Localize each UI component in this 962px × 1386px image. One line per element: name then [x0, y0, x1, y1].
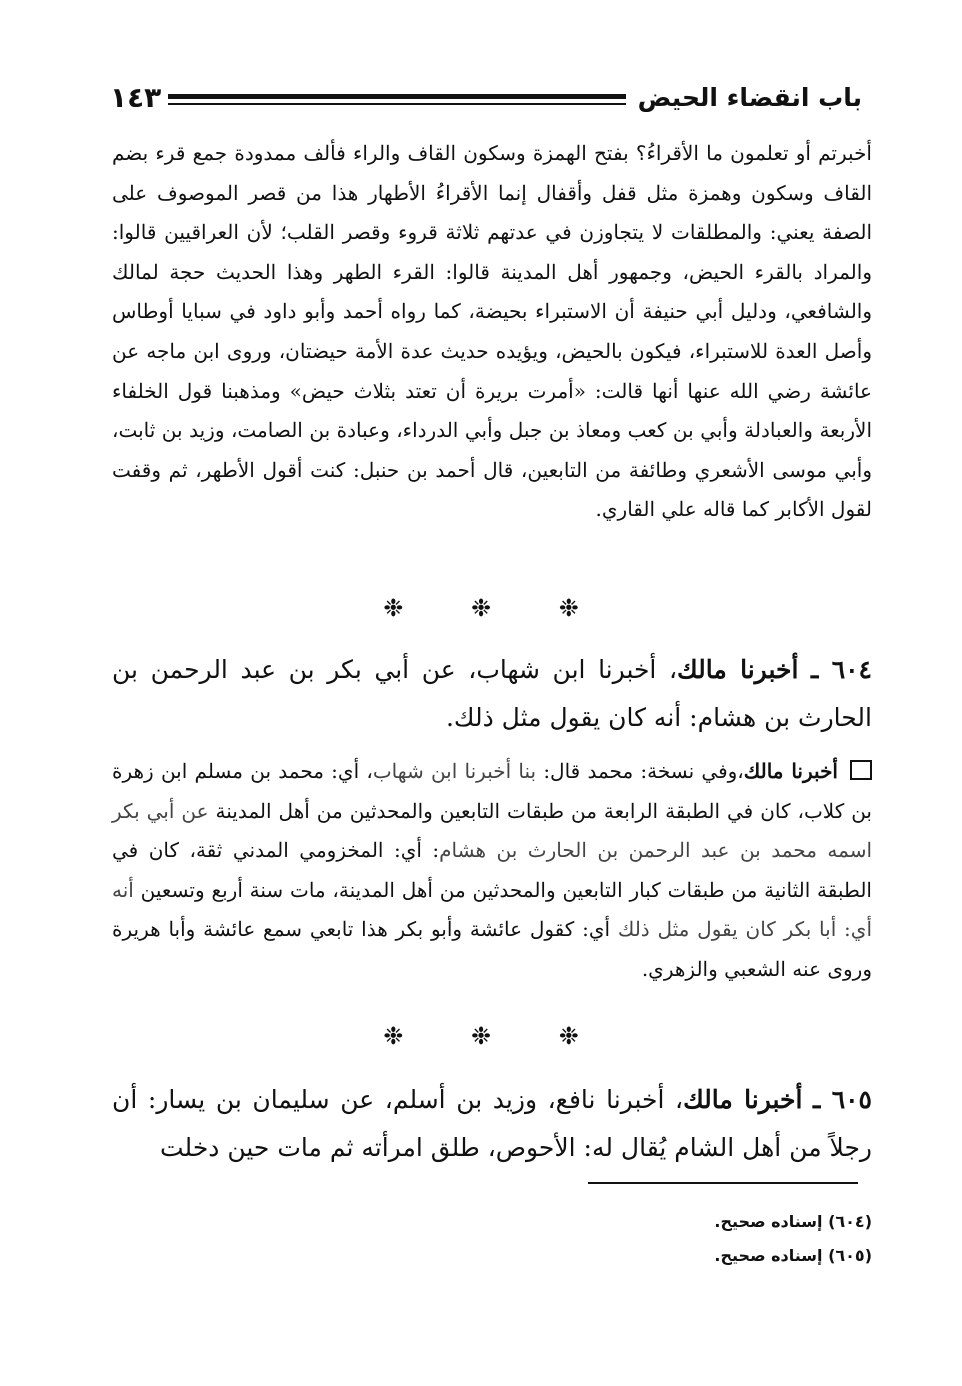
hadith-lead: أخبرنا مالك [677, 655, 799, 684]
star-ornament: ❉ [558, 594, 579, 622]
commentary-text: أي: كقول عائشة وأبو بكر هذا تابعي سمع عائشة وأبا هريرة وروى عنه الشعبي والزهري. [112, 917, 872, 981]
header-rule [168, 94, 626, 105]
star-ornament: ❉ [383, 594, 404, 622]
commentary-text: : أي: المخزومي المدني ثقة، كان في الطبقة الثانية من طبقات كبار التابعين والمحدثين من أهل المدينة، مات سنة أربع وتسعين [112, 838, 872, 902]
hadith-lead: أخبرنا مالك [683, 1085, 803, 1114]
star-ornament: ❉ [383, 1022, 404, 1050]
star-ornament: ❉ [470, 1022, 492, 1050]
commentary-paragraph-2 [112, 752, 872, 990]
hadith-604 [112, 646, 872, 742]
hadith-605 [112, 1076, 872, 1172]
commentary-text: ،وفي نسخة: محمد قال: [536, 759, 744, 783]
page-header [110, 78, 862, 122]
footnote-rule [588, 1182, 858, 1184]
quoted-chain: عن أبي بكر اسمه محمد بن عبد الرحمن بن الحارث بن هشام [112, 798, 873, 863]
quoted-chain: بنا أخبرنا ابن شهاب [372, 759, 537, 783]
hadith-text: ، أخبرنا نافع، وزيد بن أسلم، عن سليمان بن يسار: أن رجلاً من أهل الشام يُقال له: الأحوص، طلق امرأته ثم مات حين دخلت [112, 1085, 872, 1162]
commentary-text: ، أي: محمد بن مسلم ابن زهرة بن كلاب، كان في الطبقة الرابعة من طبقات التابعين والمحدثين من أهل المدينة [112, 759, 872, 823]
hadith-text: ، أخبرنا ابن شهاب، عن أبي بكر بن عبد الرحمن بن الحارث بن هشام: أنه كان يقول مثل ذلك. [112, 655, 872, 732]
commentary-lead: أخبرنا مالك [743, 759, 838, 783]
commentary-box-marker [850, 760, 872, 780]
quoted-chain: أنه أي: أبا بكر كان يقول مثل ذلك [112, 877, 873, 942]
hadith-number: ٦٠٤ ـ [811, 655, 872, 684]
star-ornament: ❉ [470, 594, 492, 622]
commentary-paragraph-1: أخبرتم أو تعلمون ما الأقراءُ؟ بفتح الهمزة وسكون القاف والراء فألف ممدودة جمع قرء بضم القاف وسكون وهمزة مثل قفل وأقفال إنما الأقراءُ الأطهار هذا من قصر الموصوف على الصفة يعني: والمطلقات لا يتجاوزن في عدتهم ثلاثة قروء وقصر القلب؛ لأن العراقيين قالوا: والمراد بالقرء الحيض، وجمهور أهل المدينة قالوا: القرء الطهر وهذا الحديث حجة لمالك والشافعي، ودليل أبي حنيفة أن الاستبراء بحيضة، كما رواه أحمد وأبو داود في سبايا أوطاس وأصل العدة للاستبراء، فيكون بالحيض، ويؤيده حديث عدة الأمة حيضتان، وروى ابن ماجه عن عائشة رضي الله عنها أنها قالت: «أمرت بريرة أن تعتد بثلاث حيض» ومذهبنا قول الخلفاء الأربعة والعبادلة وأبي بن كعب ومعاذ بن جبل وأبي الدرداء، وعبادة بن الصامت، وزيد بن ثابت، وأبي موسى الأشعري وطائفة من التابعين، قال أحمد بن حنبل: كنت أقول الأطهر، ثم وقفت لقول الأكابر كما قاله علي القاري. [112, 141, 872, 522]
hadith-number: ٦٠٥ ـ [813, 1085, 872, 1114]
running-title: باب انقضاء الحيض [637, 83, 862, 112]
footnote-604: (٦٠٤) إسناده صحيح. [714, 1212, 872, 1231]
page-number: ١٤٣ [110, 81, 162, 114]
footnote-605: (٦٠٥) إسناده صحيح. [714, 1246, 872, 1265]
section-separator-2 [0, 1022, 962, 1050]
star-ornament: ❉ [558, 1022, 579, 1050]
section-separator-1 [0, 594, 962, 622]
